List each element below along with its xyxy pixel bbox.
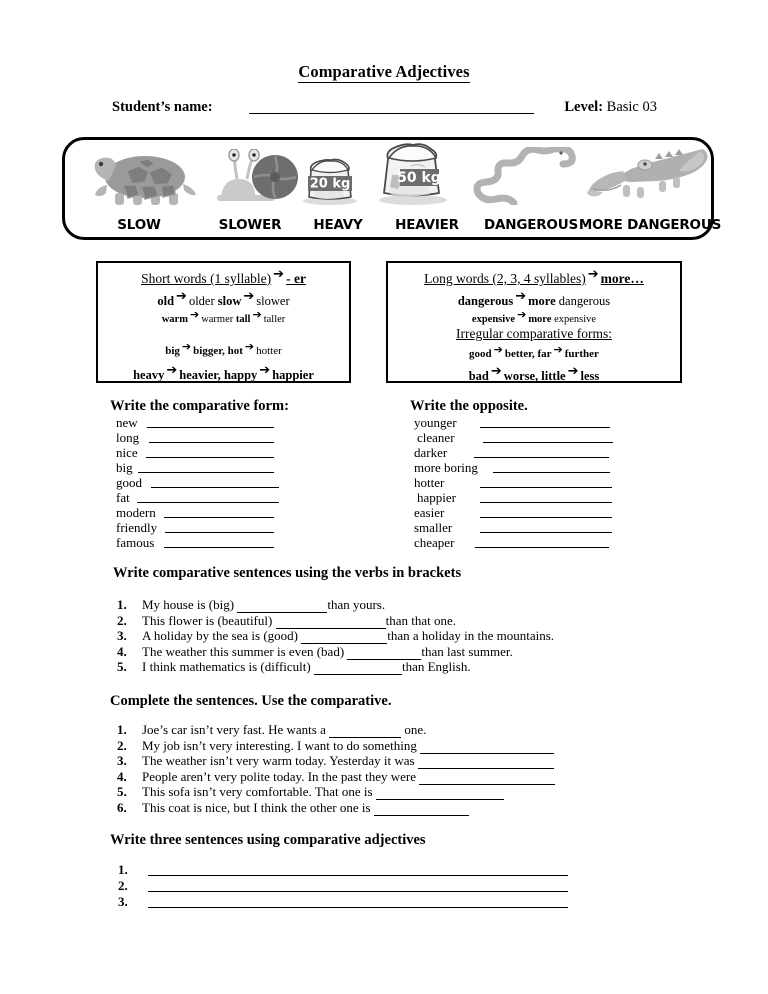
rules-left-line3: big ➔ bigger, hot ➔ hotter bbox=[165, 340, 282, 357]
answer-blank[interactable] bbox=[138, 472, 274, 473]
sentence-before: This coat is nice, but I think the other one is bbox=[142, 799, 371, 815]
word-label: good bbox=[116, 475, 142, 490]
answer-blank[interactable] bbox=[164, 547, 274, 548]
rules-right-line4: bad ➔ worse, little ➔ less bbox=[468, 364, 600, 383]
page-title-text: Comparative Adjectives bbox=[298, 62, 470, 81]
caption-heavy: HEAVY bbox=[313, 217, 363, 233]
rules-right-line2: expensive ➔ more expensive bbox=[471, 308, 597, 325]
answer-blank[interactable] bbox=[347, 647, 421, 660]
word-label: friendly bbox=[116, 520, 158, 535]
answer-blank[interactable] bbox=[480, 517, 612, 518]
item-number: 1. bbox=[117, 597, 127, 612]
rules-right-line3: good ➔ better, far ➔ further bbox=[469, 343, 599, 360]
rules-box-short-words bbox=[96, 261, 351, 383]
answer-blank[interactable] bbox=[146, 457, 274, 458]
turtle-icon bbox=[79, 151, 197, 210]
arrow-icon: ➔ bbox=[515, 289, 527, 304]
answer-blank[interactable] bbox=[475, 547, 609, 548]
sack-50kg-icon bbox=[373, 133, 453, 210]
arrow-icon: ➔ bbox=[273, 267, 285, 282]
item-number: 2. bbox=[117, 737, 127, 753]
word-label: nice bbox=[116, 445, 138, 460]
answer-blank[interactable] bbox=[329, 725, 401, 738]
sentence-after: one. bbox=[404, 722, 427, 737]
answer-blank[interactable] bbox=[480, 427, 610, 428]
student-info-row bbox=[112, 99, 657, 119]
arrow-icon: ➔ bbox=[252, 308, 262, 321]
answer-blank[interactable] bbox=[276, 616, 386, 629]
word-label: famous bbox=[116, 535, 155, 550]
word-label: new bbox=[116, 415, 138, 430]
word-label: happier bbox=[417, 490, 456, 505]
answer-blank[interactable] bbox=[151, 487, 279, 488]
answer-blank[interactable] bbox=[147, 427, 274, 428]
snake-icon bbox=[470, 147, 588, 210]
word-label: long bbox=[116, 430, 140, 445]
word-label: darker bbox=[414, 445, 448, 460]
caption-more-dangerous: MORE DANGEROUS bbox=[578, 217, 722, 233]
rules-box-long-words bbox=[386, 261, 682, 383]
arrow-icon: ➔ bbox=[553, 343, 563, 356]
sack-20kg-label: 20 kg bbox=[309, 176, 351, 192]
caption-slower: SLOWER bbox=[218, 217, 282, 233]
answer-blank[interactable] bbox=[480, 502, 612, 503]
sack-50kg-label: 50 kg bbox=[397, 170, 441, 186]
illustration-panel bbox=[62, 137, 722, 240]
word-label: smaller bbox=[414, 520, 453, 535]
rules-right-line1: dangerous ➔ more dangerous bbox=[457, 289, 611, 308]
item-number: 3. bbox=[117, 628, 127, 643]
item-number: 5. bbox=[117, 784, 127, 799]
student-name-input[interactable] bbox=[249, 113, 534, 114]
arrow-icon: ➔ bbox=[166, 363, 178, 378]
arrow-icon: ➔ bbox=[176, 289, 187, 304]
heading-comparative-form: Write the comparative form: bbox=[110, 398, 289, 414]
sentence-after: than a holiday in the mountains. bbox=[387, 628, 555, 643]
arrow-icon: ➔ bbox=[244, 340, 255, 353]
caption-slow: SLOW bbox=[117, 217, 161, 233]
crocodile-icon bbox=[583, 145, 711, 210]
answer-blank[interactable] bbox=[480, 532, 612, 533]
sentence-before: I think mathematics is (difficult) bbox=[142, 659, 311, 674]
sentence-before: People aren’t very polite today. In the past they were bbox=[142, 768, 416, 784]
answer-blank[interactable] bbox=[418, 756, 554, 769]
item-number: 5. bbox=[117, 659, 127, 674]
heading-complete-sentences: Complete the sentences. Use the comparative. bbox=[110, 693, 392, 709]
word-label: modern bbox=[116, 505, 156, 520]
answer-blank[interactable] bbox=[420, 741, 554, 754]
heading-opposite: Write the opposite. bbox=[410, 398, 528, 414]
word-label: fat bbox=[116, 490, 130, 505]
item-number: 4. bbox=[117, 643, 127, 659]
arrow-icon: ➔ bbox=[493, 343, 503, 356]
arrow-icon: ➔ bbox=[490, 364, 502, 379]
answer-blank[interactable] bbox=[314, 662, 402, 675]
word-label: cheaper bbox=[414, 535, 455, 550]
caption-dangerous: DANGEROUS bbox=[483, 217, 578, 233]
level-label: Level: Basic 03 bbox=[564, 99, 657, 115]
item-number: 3. bbox=[117, 753, 127, 768]
rules-right-heading: Long words (2, 3, 4 syllables) ➔ more… bbox=[424, 267, 644, 286]
caption-heavier: HEAVIER bbox=[395, 217, 459, 233]
item-number: 2. bbox=[117, 612, 127, 628]
answer-blank[interactable] bbox=[483, 442, 613, 443]
sentence-after: than that one. bbox=[385, 612, 456, 628]
item-number: 4. bbox=[117, 768, 127, 784]
answer-blank[interactable] bbox=[480, 487, 612, 488]
sack-20kg-icon bbox=[299, 149, 361, 210]
answer-blank[interactable] bbox=[376, 787, 504, 800]
answer-blank[interactable] bbox=[149, 442, 274, 443]
student-name-label: Student’s name: bbox=[112, 99, 213, 115]
answer-blank[interactable] bbox=[493, 472, 610, 473]
heading-comparative-sentences: Write comparative sentences using the verbs in brackets bbox=[113, 565, 462, 581]
word-label: cleaner bbox=[417, 430, 455, 445]
word-label: easier bbox=[414, 505, 445, 520]
heading-three-sentences: Write three sentences using comparative adjectives bbox=[110, 832, 426, 848]
answer-blank[interactable] bbox=[148, 875, 568, 876]
answer-blank[interactable] bbox=[148, 891, 568, 892]
sentence-after: than last summer. bbox=[421, 643, 513, 659]
arrow-icon: ➔ bbox=[189, 308, 200, 321]
rules-left-line1: old ➔ older slow ➔ slower bbox=[157, 289, 290, 308]
answer-blank[interactable] bbox=[419, 772, 555, 785]
answer-blank[interactable] bbox=[301, 631, 387, 644]
arrow-icon: ➔ bbox=[243, 289, 255, 304]
item-number: 6. bbox=[117, 799, 127, 815]
sentence-before: My job isn’t very interesting. I want to do something bbox=[142, 737, 417, 753]
item-number: 1. bbox=[117, 722, 127, 737]
rules-right-subheading: Irregular comparative forms: bbox=[456, 326, 612, 341]
sentence-before: My house is (big) bbox=[142, 597, 235, 612]
sentence-after: than yours. bbox=[327, 597, 386, 612]
arrow-icon: ➔ bbox=[259, 363, 271, 378]
answer-blank[interactable] bbox=[148, 907, 568, 908]
sentence-before: This flower is (beautiful) bbox=[142, 612, 273, 628]
sentence-before: The weather this summer is even (bad) bbox=[142, 643, 345, 659]
word-label: big bbox=[116, 460, 133, 475]
answer-blank[interactable] bbox=[237, 600, 327, 613]
item-number: 1. bbox=[118, 862, 128, 877]
sentence-before: Joe’s car isn’t very fast. He wants a bbox=[142, 722, 326, 737]
arrow-icon: ➔ bbox=[587, 267, 599, 282]
word-label: hotter bbox=[414, 475, 445, 490]
snail-icon bbox=[213, 149, 305, 210]
rules-left-line4: heavy ➔ heavier, happy ➔ happier bbox=[133, 363, 314, 382]
sentence-before: The weather isn’t very warm today. Yesterday it was bbox=[142, 753, 415, 768]
sentence-before: A holiday by the sea is (good) bbox=[142, 628, 298, 643]
item-number: 3. bbox=[118, 894, 128, 909]
answer-blank[interactable] bbox=[374, 803, 469, 816]
sentence-before: This sofa isn’t very comfortable. That one is bbox=[142, 784, 373, 799]
answer-blank[interactable] bbox=[164, 517, 274, 518]
answer-blank[interactable] bbox=[474, 457, 609, 458]
rules-left-heading: Short words (1 syllable) ➔ - er bbox=[141, 267, 306, 286]
arrow-icon: ➔ bbox=[567, 364, 579, 379]
arrow-icon: ➔ bbox=[517, 308, 527, 321]
page-title bbox=[0, 62, 768, 82]
answer-blank[interactable] bbox=[165, 532, 274, 533]
sentence-after: than English. bbox=[401, 659, 471, 674]
word-label: more boring bbox=[414, 460, 478, 475]
word-label: younger bbox=[414, 415, 457, 430]
rules-left-line2: warm ➔ warmer tall ➔ taller bbox=[161, 308, 286, 325]
item-number: 2. bbox=[118, 878, 128, 893]
arrow-icon: ➔ bbox=[181, 340, 192, 353]
answer-blank[interactable] bbox=[137, 502, 279, 503]
